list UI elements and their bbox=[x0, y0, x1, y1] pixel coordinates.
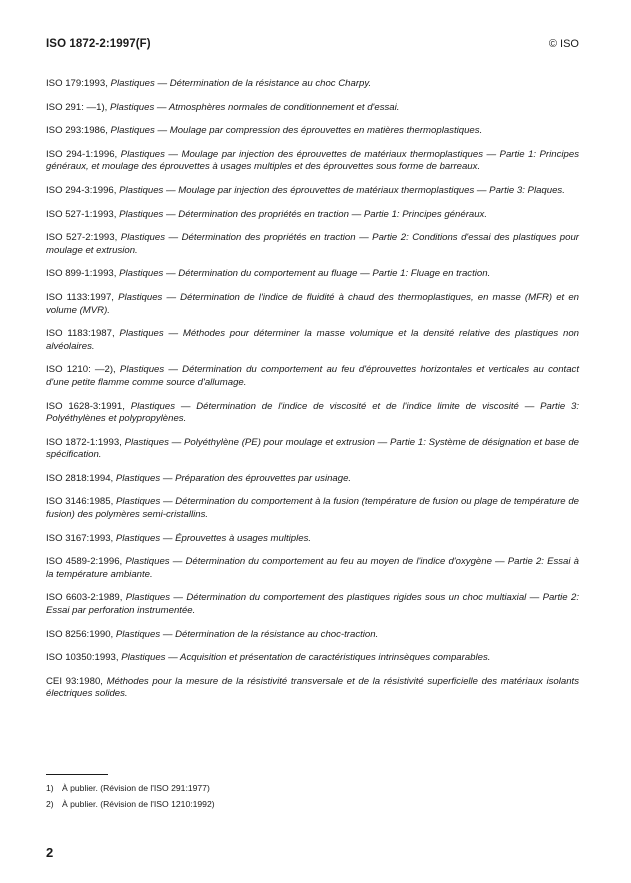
footnote-separator bbox=[46, 774, 108, 775]
reference-title: Plastiques — Détermination du comportement à la fusion (température de fusion ou plage de température de fusion) des polymères semi-cristallins. bbox=[46, 496, 579, 521]
normative-references-list bbox=[46, 78, 579, 712]
reference-code: ISO 179:1993, bbox=[46, 78, 108, 89]
reference-item bbox=[46, 78, 579, 91]
reference-code: ISO 294-3:1996, bbox=[46, 184, 117, 196]
reference-code: ISO 1210: —2), bbox=[46, 364, 116, 376]
reference-title: Plastiques — Moulage par injection des éprouvettes de matériaux thermoplastiques — Partie 3: Plaques. bbox=[119, 184, 565, 196]
reference-item bbox=[46, 292, 579, 317]
reference-title: Plastiques — Détermination de la résistance au choc-traction. bbox=[115, 628, 379, 640]
reference-code: ISO 1628-3:1991, bbox=[46, 400, 125, 412]
reference-code: ISO 6603-2:1989, bbox=[46, 592, 123, 604]
reference-item bbox=[46, 556, 579, 581]
footnote-number: 2) bbox=[46, 798, 54, 809]
reference-item bbox=[46, 592, 579, 617]
reference-title: Plastiques — Moulage par compression des éprouvettes en matières thermoplastiques. bbox=[110, 125, 483, 137]
reference-code: ISO 1183:1987, bbox=[46, 328, 115, 340]
reference-code: ISO 527-2:1993, bbox=[46, 232, 118, 244]
reference-code: ISO 293:1986, bbox=[46, 125, 108, 137]
reference-title: Plastiques — Détermination de l'indice de fluidité à chaud des thermoplastiques, en masse (MFR) et en volume (MVR). bbox=[46, 291, 579, 316]
reference-item bbox=[46, 149, 579, 174]
reference-code: ISO 899-1:1993, bbox=[46, 268, 117, 280]
reference-item bbox=[46, 185, 579, 198]
reference-item bbox=[46, 125, 579, 138]
reference-code: ISO 291: —1), bbox=[46, 101, 108, 113]
reference-code: ISO 10350:1993, bbox=[46, 652, 119, 664]
reference-code: ISO 294-1:1996, bbox=[46, 148, 118, 160]
reference-title: Plastiques — Acquisition et présentation de caractéristiques intrinsèques comparables. bbox=[121, 652, 491, 664]
footnote-item bbox=[46, 798, 579, 811]
page-number: 2 bbox=[46, 845, 54, 860]
reference-code: ISO 4589-2:1996, bbox=[46, 556, 123, 568]
reference-code: ISO 3146:1985, bbox=[46, 496, 114, 508]
reference-code: ISO 8256:1990, bbox=[46, 628, 114, 640]
reference-title: Plastiques — Détermination du comportement des plastiques rigides sous un choc multiaxial — Partie 2: Essai par perforation instrumentée. bbox=[46, 592, 579, 617]
reference-title: Plastiques — Polyéthylène (PE) pour moulage et extrusion — Partie 1: Système de désignation et base de spécification. bbox=[46, 436, 579, 461]
reference-title: Plastiques — Détermination des propriétés en traction — Partie 2: Conditions d'essai des plastiques pour moulage et extrusion. bbox=[46, 232, 580, 256]
reference-item bbox=[46, 676, 579, 701]
reference-item bbox=[46, 437, 579, 462]
reference-item bbox=[46, 473, 579, 486]
reference-item bbox=[46, 364, 579, 389]
reference-code: ISO 1133:1997, bbox=[46, 291, 114, 303]
reference-item bbox=[46, 209, 579, 222]
footnote-item bbox=[46, 782, 579, 795]
reference-item bbox=[46, 533, 579, 546]
reference-title: Méthodes pour la mesure de la résistivité transversale et de la résistivité superficielle des matériaux isolants électriques solides. bbox=[46, 675, 579, 700]
reference-code: CEI 93:1980, bbox=[46, 675, 103, 687]
reference-title: Plastiques — Détermination de l'indice de viscosité et de l'indice limite de viscosité — Partie 3: Polyéthylènes et polypropylènes. bbox=[46, 400, 579, 425]
reference-title: Plastiques — Détermination du comportement au feu d'éprouvettes horizontales et verticales au contact d'une petite flamme comme source d'allumage. bbox=[46, 364, 580, 388]
reference-title: Plastiques — Détermination de la résistance au choc Charpy. bbox=[110, 78, 372, 89]
reference-item bbox=[46, 328, 579, 353]
reference-item bbox=[46, 496, 579, 521]
reference-code: ISO 3167:1993, bbox=[46, 532, 114, 544]
reference-code: ISO 2818:1994, bbox=[46, 472, 114, 484]
reference-item bbox=[46, 629, 579, 642]
footnote-text: À publier. (Révision de l'ISO 1210:1992) bbox=[62, 798, 215, 809]
reference-item bbox=[46, 401, 579, 426]
reference-code: ISO 527-1:1993, bbox=[46, 208, 117, 220]
reference-title: Plastiques — Atmosphères normales de conditionnement et d'essai. bbox=[110, 101, 400, 113]
reference-item bbox=[46, 652, 579, 665]
page-header bbox=[46, 38, 579, 54]
reference-title: Plastiques — Détermination des propriétés en traction — Partie 1: Principes généraux. bbox=[119, 208, 488, 220]
reference-title: Plastiques — Moulage par injection des éprouvettes de matériaux thermoplastiques — Partie 1: Principes généraux, et moulage des éprouvettes à usages multiples et des éprouvettes sous forme de barreaux. bbox=[46, 148, 579, 173]
reference-item bbox=[46, 102, 579, 115]
reference-title: Plastiques — Détermination du comportement au fluage — Partie 1: Fluage en traction. bbox=[119, 268, 491, 280]
document-id: ISO 1872-2:1997(F) bbox=[46, 38, 151, 50]
footnote-text: À publier. (Révision de l'ISO 291:1977) bbox=[62, 783, 210, 793]
reference-title: Plastiques — Préparation des éprouvettes par usinage. bbox=[115, 472, 352, 484]
reference-code: ISO 1872-1:1993, bbox=[46, 436, 122, 448]
reference-title: Plastiques — Éprouvettes à usages multiples. bbox=[115, 532, 312, 544]
reference-item bbox=[46, 268, 579, 281]
reference-title: Plastiques — Méthodes pour déterminer la masse volumique et la densité relative des plastiques non alvéolaires. bbox=[46, 328, 579, 352]
iso-copyright-mark: © ISO bbox=[548, 38, 579, 50]
reference-title: Plastiques — Détermination du comportement au feu au moyen de l'indice d'oxygène — Partie 2: Essai à la température ambiante. bbox=[46, 556, 579, 580]
footnote-number: 1) bbox=[46, 783, 54, 793]
reference-item bbox=[46, 232, 579, 257]
footnotes bbox=[46, 782, 579, 813]
